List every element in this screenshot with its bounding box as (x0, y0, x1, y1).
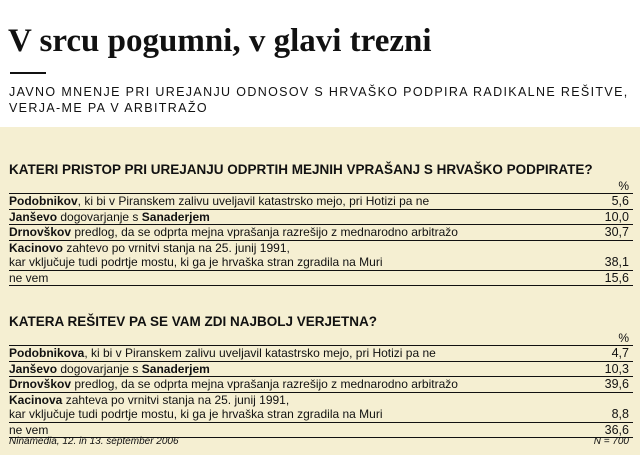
table-row (9, 225, 633, 241)
answer-name: Janševo (9, 361, 58, 376)
question-title: KATERA REŠITEV PA SE VAM ZDI NAJBOLJ VERJETNA? (9, 314, 378, 329)
answer-name: Podobnikov (9, 194, 78, 208)
answers-table (9, 345, 633, 438)
answer-text: ne vem (9, 422, 49, 437)
page-title: V srcu pogumni, v glavi trezni (8, 23, 432, 59)
answer-value: 39,6 (604, 377, 629, 391)
answers-table (9, 193, 633, 286)
answer-value: 10,3 (604, 361, 629, 376)
answer-name: Sanaderjem (141, 361, 210, 376)
answer-value: 5,6 (611, 194, 629, 208)
answer-value: 10,0 (604, 209, 629, 224)
question-title: KATERI PRISTOP PRI UREJANJU ODPRTIH MEJNIH VPRAŠANJ S HRVAŠKO PODPIRATE? (9, 162, 593, 177)
answer-name: Drnovškov (9, 225, 72, 239)
answer-text: zahtevo po vrnitvi stanja na 25. junij 1991, (63, 240, 290, 255)
sample-size: N = 700 (593, 436, 629, 447)
answer-name: Sanaderjem (141, 209, 210, 224)
answer-text: dogovarjanje s (57, 361, 142, 376)
answer-name: Kacinova (9, 392, 63, 407)
answer-text: , ki bi v Piranskem zalivu uveljavil katastrsko mejo, pri Hotizi pa ne (84, 346, 436, 360)
answer-value: 36,6 (604, 422, 629, 437)
answer-value: 38,1 (604, 255, 629, 269)
table-row (9, 362, 633, 378)
answer-text: predlog, da se odprta mejna vprašanja razrešijo z mednarodno arbitražo (71, 377, 458, 391)
answer-text-line2: kar vključuje tudi podrtje mostu, ki ga je hrvaška stran zgradila na Muri (9, 255, 383, 269)
table-row (9, 194, 633, 210)
answer-label (9, 377, 569, 392)
answer-text: , ki bi v Piranskem zalivu uveljavil katastrsko mejo, pri Hotizi pa ne (77, 194, 430, 208)
title-rule (10, 72, 46, 74)
source-note: Ninamedia, 12. in 13. september 2006 (9, 436, 179, 447)
answer-label (9, 241, 569, 270)
answer-label (9, 362, 569, 377)
poll-table-2 (9, 313, 633, 438)
poll-table-1 (9, 161, 633, 286)
table-row (9, 393, 633, 423)
answer-label (9, 225, 569, 240)
header (0, 0, 640, 127)
table-row (9, 346, 633, 362)
answer-label (9, 210, 569, 225)
answer-label (9, 393, 569, 422)
answer-text: predlog, da se odprta mejna vprašanja razrešijo z mednarodno arbitražo (71, 225, 458, 239)
table-row (9, 377, 633, 393)
answer-name: Kacinovo (9, 240, 64, 255)
answer-value: 8,8 (611, 407, 629, 421)
answer-name: Podobnikova (9, 346, 85, 360)
answer-text-line2: kar vključuje tudi podrtje mostu, ki ga je hrvaška stran zgradila na Muri (9, 407, 383, 421)
answer-value: 15,6 (604, 270, 629, 285)
footer (9, 436, 633, 448)
answer-text: ne vem (9, 270, 49, 285)
percent-unit: % (618, 179, 629, 193)
table-row (9, 210, 633, 226)
answer-label (9, 194, 569, 209)
answer-name: Janševo (9, 209, 58, 224)
answer-text: zahteva po vrnitvi stanja na 25. junij 1991, (62, 392, 290, 407)
table-row (9, 271, 633, 287)
table-row (9, 241, 633, 271)
answer-text: dogovarjanje s (57, 209, 142, 224)
answer-label (9, 423, 569, 438)
page-subtitle: JAVNO MNENJE PRI UREJANJU ODNOSOV S HRVAŠKO PODPIRA RADIKALNE REŠITVE, VERJA-ME PA V ARBITRAŽO (9, 85, 629, 115)
answer-label (9, 271, 569, 286)
percent-unit: % (618, 331, 629, 345)
answer-label (9, 346, 569, 361)
answer-value: 30,7 (604, 225, 629, 239)
answer-name: Drnovškov (9, 377, 72, 391)
answer-value: 4,7 (611, 346, 629, 360)
